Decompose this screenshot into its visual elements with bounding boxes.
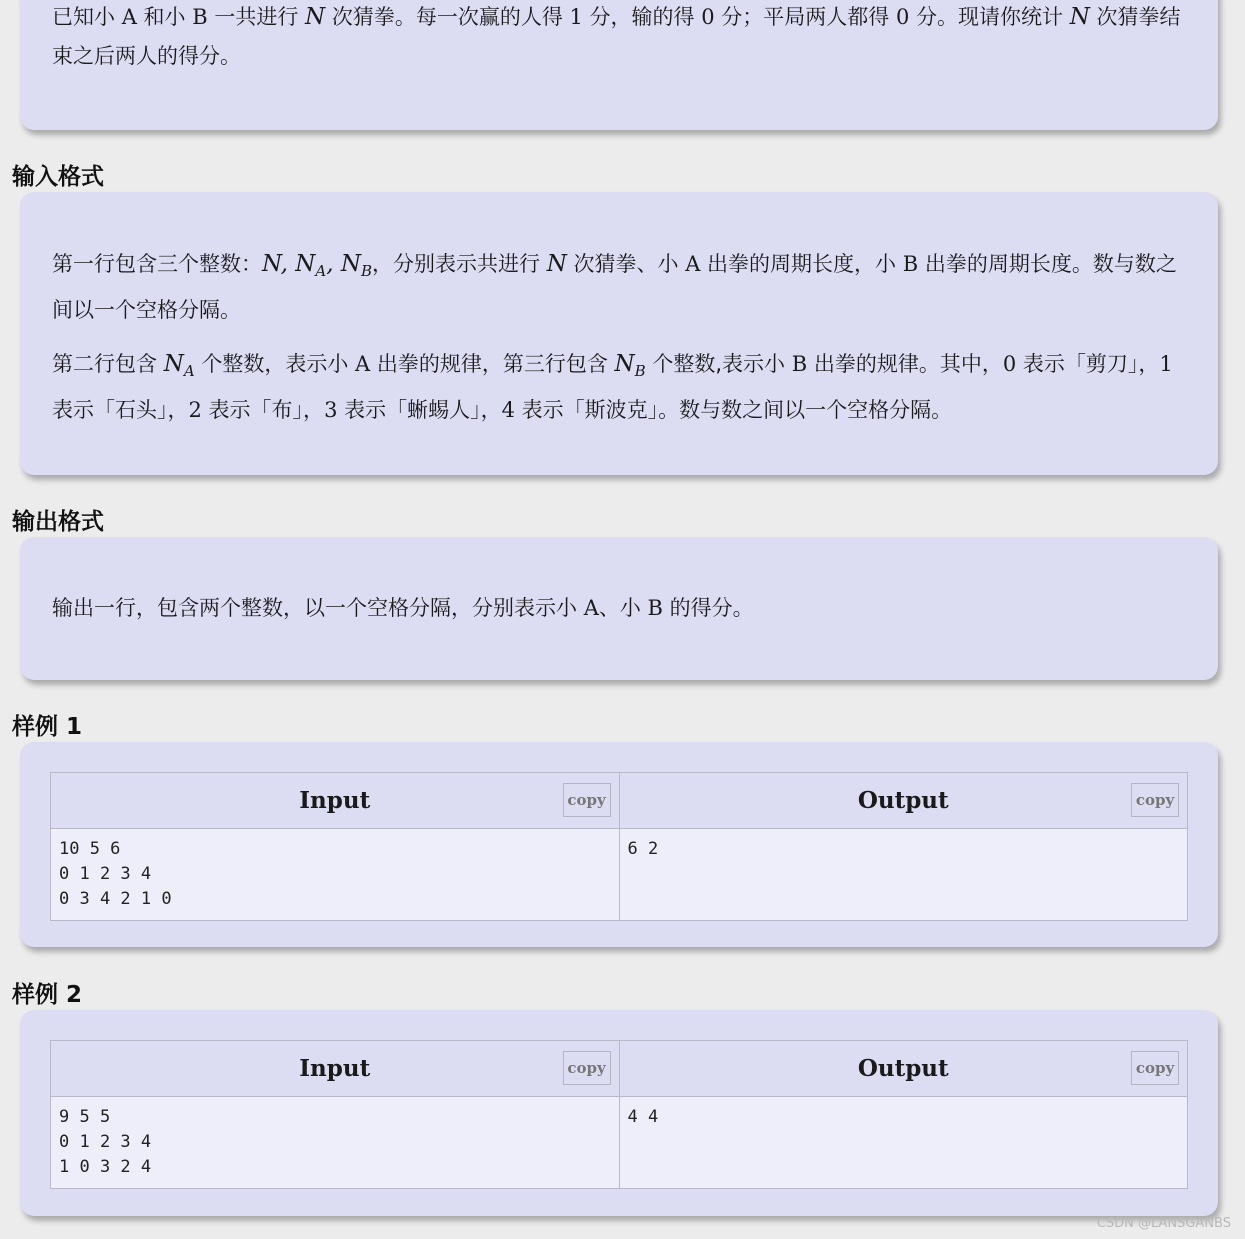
sample-2-card	[20, 1010, 1218, 1216]
sample-2-input-cell[interactable]	[51, 1097, 620, 1189]
output-format-card	[20, 537, 1218, 680]
sample-2-table	[50, 1040, 1188, 1189]
input-format-card	[20, 192, 1218, 475]
description-text: 已知小 A 和小 B 一共进行 N 次猜拳。每一次赢的人得 1 分，输的得 0 分；平局两人都得 0 分。现请你统计 N 次猜拳结束之后两人的得分。	[52, 4, 1181, 68]
sample-1-output-label: Output	[857, 787, 949, 814]
sample-2-title: 样例 2	[12, 982, 83, 1008]
output-format-paragraph: 输出一行，包含两个整数，以一个空格分隔，分别表示小 A、小 B 的得分。	[52, 596, 754, 620]
sample-1-output-line: 6 2	[627, 839, 659, 859]
watermark: CSDN @LANSGANBS	[1096, 1216, 1231, 1231]
sample-2-input-copy-button[interactable]: copy	[563, 1051, 611, 1085]
sample-2-input-label: Input	[299, 1055, 371, 1082]
input-format-title: 输入格式	[12, 164, 104, 190]
sample-2-input-line: 9 5 5	[59, 1107, 111, 1127]
input-format-paragraph-1: 第一行包含三个整数：N, $N_A$, $N_B$，分别表示共进行 N 次猜拳、小 A 出拳的周期长度，小 B 出拳的周期长度。数与数之间以一个空格分隔。	[52, 251, 1177, 322]
sample-1-input-line: 10 5 6	[59, 839, 121, 859]
description-card	[20, 0, 1218, 130]
sample-2-input-line: 0 1 2 3 4	[59, 1132, 152, 1152]
sample-2-output-label: Output	[857, 1055, 949, 1082]
sample-2-output-header	[619, 1041, 1188, 1097]
sample-2-input-header	[51, 1041, 620, 1097]
input-format-paragraph-2: 第二行包含 $N_A$ 个整数，表示小 A 出拳的规律，第三行包含 $N_B$ 个整数,表示小 B 出拳的规律。其中，0 表示「剪刀」，1 表示「石头」，2 表示「布」，3 表示「蜥蜴人」，4 表示「斯波克」。数与数之间以一个空格分隔。	[52, 351, 1173, 422]
sample-1-card	[20, 742, 1218, 947]
sample-1-input-label: Input	[299, 787, 371, 814]
sample-1-input-copy-button[interactable]: copy	[563, 783, 611, 817]
sample-1-input-line: 0 1 2 3 4	[59, 864, 152, 884]
sample-2-output-cell[interactable]	[619, 1097, 1188, 1189]
sample-1-input-line: 0 3 4 2 1 0	[59, 889, 172, 909]
sample-2-output-line: 4 4	[627, 1107, 659, 1127]
sample-1-output-header	[619, 773, 1188, 829]
sample-2-output-copy-button[interactable]: copy	[1131, 1051, 1179, 1085]
sample-1-title: 样例 1	[12, 714, 83, 740]
sample-2-input-line: 1 0 3 2 4	[59, 1157, 152, 1177]
sample-1-input-cell[interactable]	[51, 829, 620, 921]
output-format-title: 输出格式	[12, 509, 104, 535]
sample-1-output-copy-button[interactable]: copy	[1131, 783, 1179, 817]
sample-1-input-header	[51, 773, 620, 829]
sample-1-output-cell[interactable]	[619, 829, 1188, 921]
sample-1-table	[50, 772, 1188, 921]
